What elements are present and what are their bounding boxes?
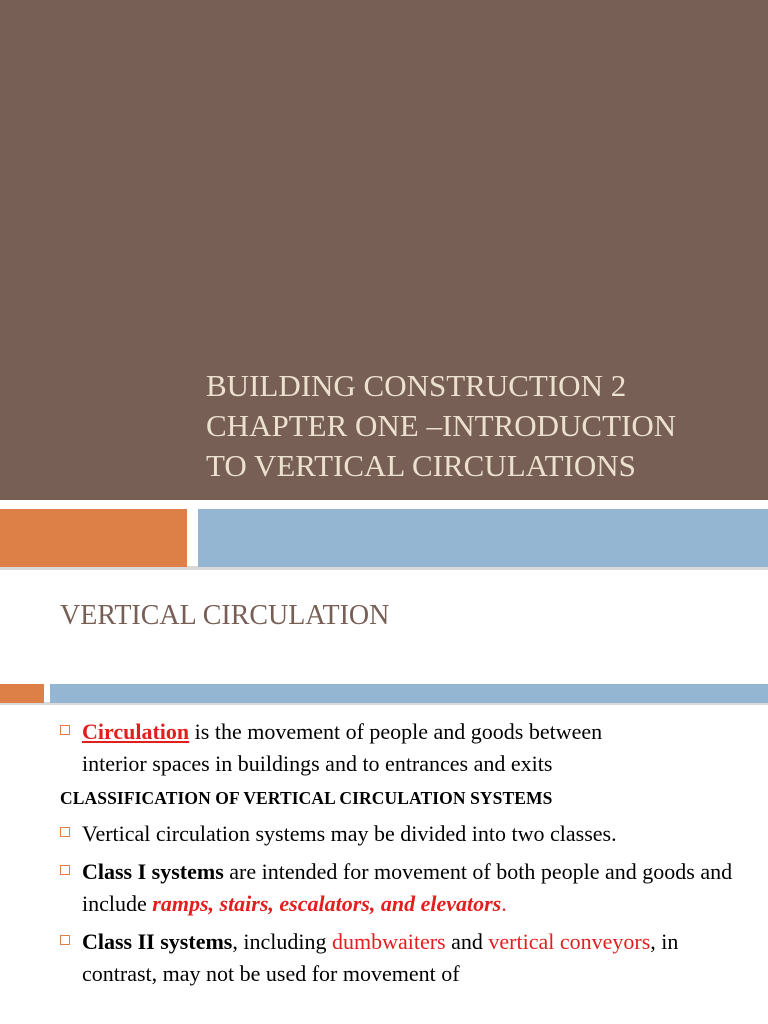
class-one-examples: ramps, stairs, escalators, and elevators — [152, 891, 502, 916]
classification-subheading: CLASSIFICATION OF VERTICAL CIRCULATION SYSTEMS — [60, 788, 553, 808]
term-vertical-conveyors: vertical conveyors — [488, 929, 651, 954]
bullet1-line2: interior spaces in buildings and to entrances and exits — [82, 751, 553, 776]
square-bullet-icon — [60, 865, 70, 875]
bullet-class-one — [60, 856, 750, 920]
slide-heading: VERTICAL CIRCULATION — [60, 600, 390, 631]
bullet4-text2: and — [445, 929, 489, 954]
bullet-circulation — [60, 716, 750, 780]
title-line-2: CHAPTER ONE –INTRODUCTION — [206, 408, 677, 443]
content-blue-band — [50, 684, 768, 703]
bullet4-text3: , in contrast, may not be used for movement of — [82, 929, 679, 986]
title-line-3: TO VERTICAL CIRCULATIONS — [206, 448, 636, 483]
term-class-one: Class I systems — [82, 859, 224, 884]
bullet-class-two — [60, 926, 750, 990]
bullet1-line1: is the movement of people and goods between — [189, 719, 603, 744]
bullet3-end: . — [501, 891, 507, 916]
square-bullet-icon — [60, 827, 70, 837]
bullet2-text: Vertical circulation systems may be divided into two classes. — [82, 821, 617, 846]
title-blue-band — [198, 509, 768, 567]
title-slide-title — [206, 366, 756, 486]
slide-body — [60, 716, 750, 996]
term-dumbwaiters: dumbwaiters — [331, 929, 446, 954]
bullet-two-classes — [60, 818, 750, 850]
square-bullet-icon — [60, 725, 70, 735]
content-orange-band — [0, 684, 44, 703]
term-class-two: Class II systems — [82, 929, 233, 954]
bullet3-text: are intended for movement of both people and goods and include — [82, 859, 733, 916]
title-line-1: BUILDING CONSTRUCTION 2 — [206, 368, 627, 403]
term-circulation: Circulation — [82, 719, 190, 744]
title-orange-band — [0, 509, 187, 567]
bullet4-text1: , including — [232, 929, 332, 954]
square-bullet-icon — [60, 935, 70, 945]
